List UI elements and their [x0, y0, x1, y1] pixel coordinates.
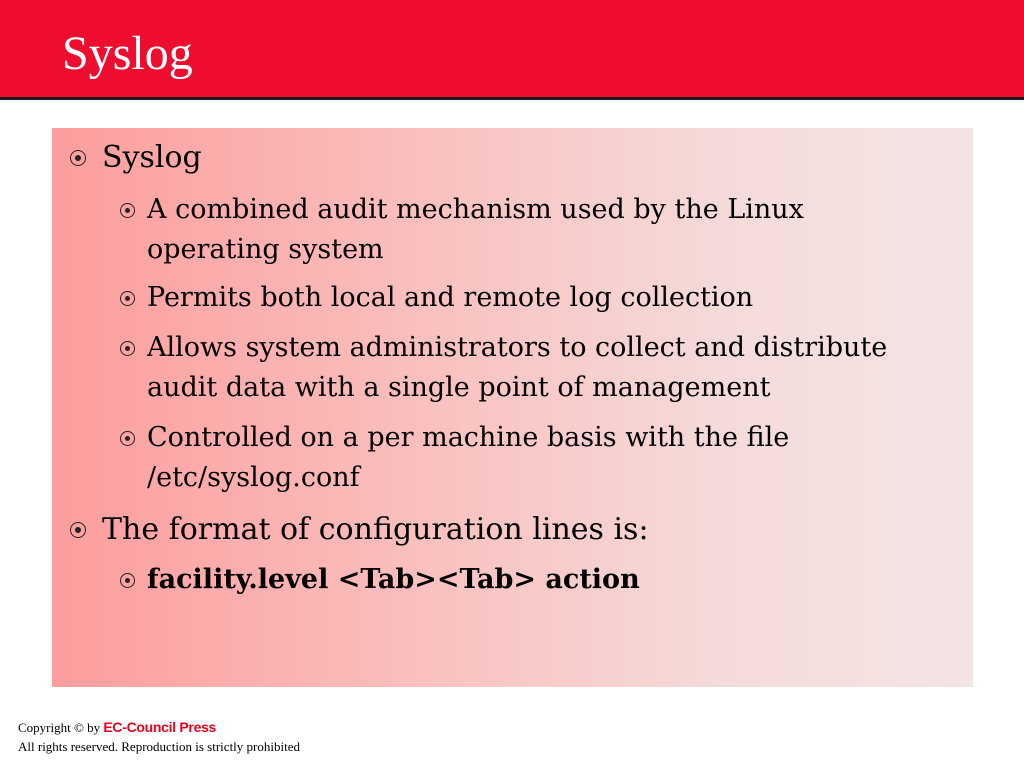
circled-dot-icon [120, 431, 135, 446]
circled-dot-icon [120, 573, 135, 588]
bullet-text: Controlled on a per machine basis with the file /etc/syslog.conf [147, 422, 790, 493]
circled-dot-icon [120, 291, 135, 306]
footer [18, 718, 300, 756]
bullet-item [70, 510, 950, 550]
bullet-text: A combined audit mechanism used by the Linux operating system [147, 194, 804, 265]
sub-bullet-item [120, 418, 890, 498]
copyright-prefix: Copyright © by [18, 720, 104, 735]
bullet-text: facility.level <Tab><Tab> action [147, 564, 640, 595]
circled-dot-icon [120, 341, 135, 356]
slide-title: Syslog [62, 27, 193, 80]
sub-bullet-item [120, 560, 950, 600]
circled-dot-icon [120, 203, 135, 218]
title-bar [0, 0, 1024, 100]
circled-dot-icon [70, 522, 86, 538]
sub-bullet-item [120, 190, 890, 270]
bullet-text: The format of configuration lines is: [102, 512, 649, 547]
publisher-name: EC-Council Press [103, 719, 217, 735]
bullet-text: Permits both local and remote log collection [147, 282, 754, 313]
bullet-item [70, 138, 950, 178]
rights-line: All rights reserved. Reproduction is strictly prohibited [18, 739, 300, 754]
copyright-line [18, 718, 300, 737]
sub-bullet-item [120, 328, 962, 408]
bullet-text: Allows system administrators to collect and distribute audit data with a single point of management [147, 332, 888, 403]
circled-dot-icon [70, 150, 86, 166]
sub-bullet-item [120, 278, 950, 318]
bullet-text: Syslog [102, 140, 202, 175]
content-box [52, 128, 973, 687]
